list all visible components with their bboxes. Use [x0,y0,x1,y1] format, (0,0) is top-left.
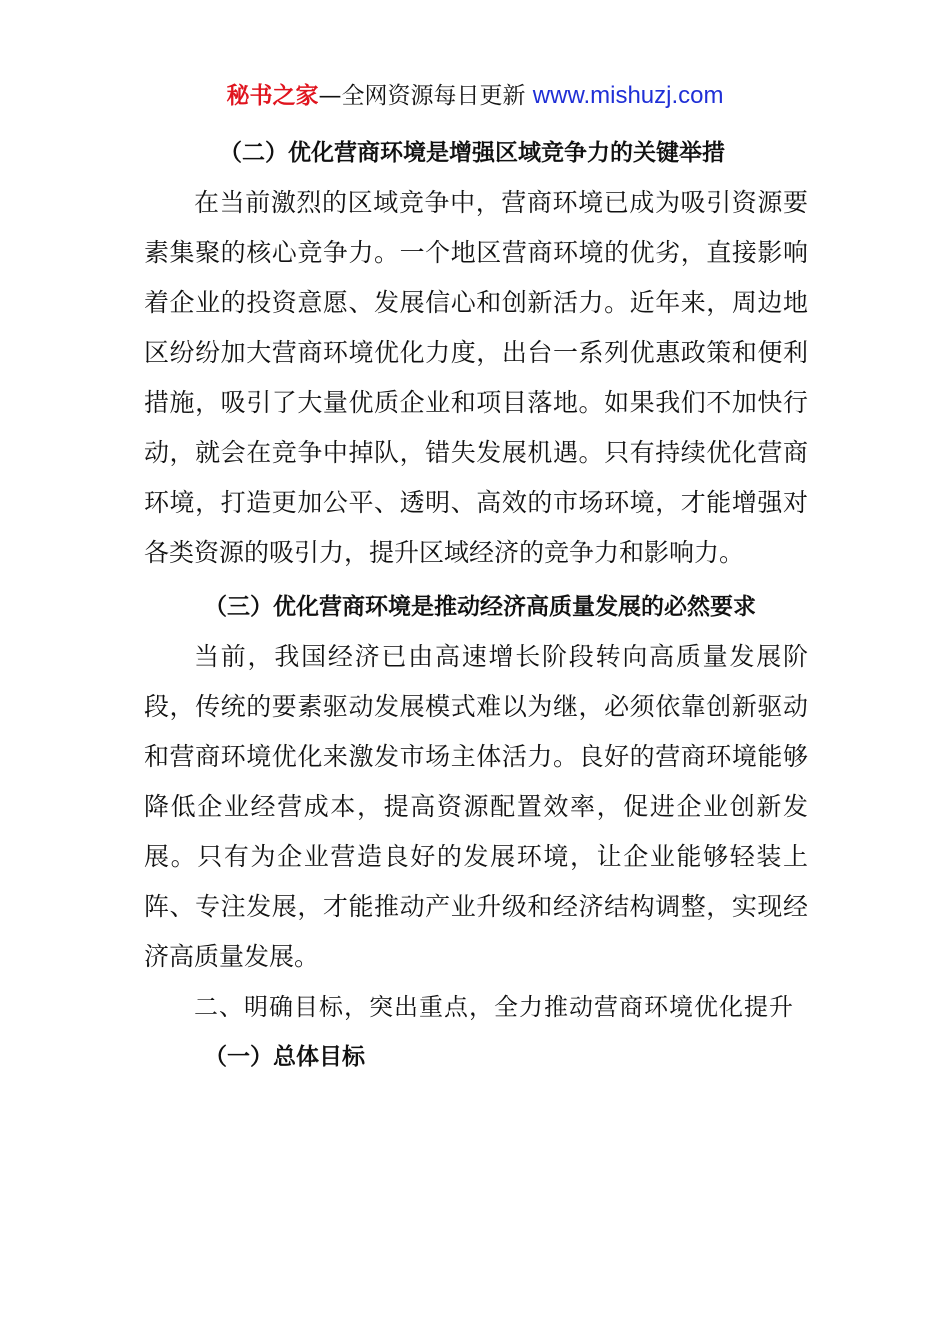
header-slogan: —全网资源每日更新 [318,83,526,109]
section-paragraph-2: 在当前激烈的区域竞争中，营商环境已成为吸引资源要素集聚的核心竞争力。一个地区营商环境的优劣，直接影响着企业的投资意愿、发展信心和创新活力。近年来，周边地区纷纷加大营商环境优化力度，出台一系列优惠政策和便利措施，吸引了大量优质企业和项目落地。如果我们不加快行动，就会在竞争中掉队，错失发展机遇。只有持续优化营商环境，打造更加公平、透明、高效的市场环境，才能增强对各类资源的吸引力，提升区域经济的竞争力和影响力。 [144,188,808,567]
document-body [144,128,808,1082]
part-heading: 二、明确目标，突出重点，全力推动营商环境优化提升 [194,993,794,1021]
sub-heading: （一）总体目标 [204,1044,365,1070]
section-paragraph-3: 当前，我国经济已由高速增长阶段转向高质量发展阶段，传统的要素驱动发展模式难以为继，必须依靠创新驱动和营商环境优化来激发市场主体活力。良好的营商环境能够降低企业经营成本，提高资源配置效率，促进企业创新发展。只有为企业营造良好的发展环境，让企业能够轻装上阵、专注发展，才能推动产业升级和经济结构调整，实现经济高质量发展。 [144,642,808,971]
site-url[interactable]: www.mishuzj.com [532,82,724,109]
page-header [0,80,950,112]
section-heading-2: （二）优化营商环境是增强区域竞争力的关键举措 [219,140,725,166]
brand-name: 秘书之家 [226,83,319,109]
section-heading-3: （三）优化营商环境是推动经济高质量发展的必然要求 [204,594,756,620]
